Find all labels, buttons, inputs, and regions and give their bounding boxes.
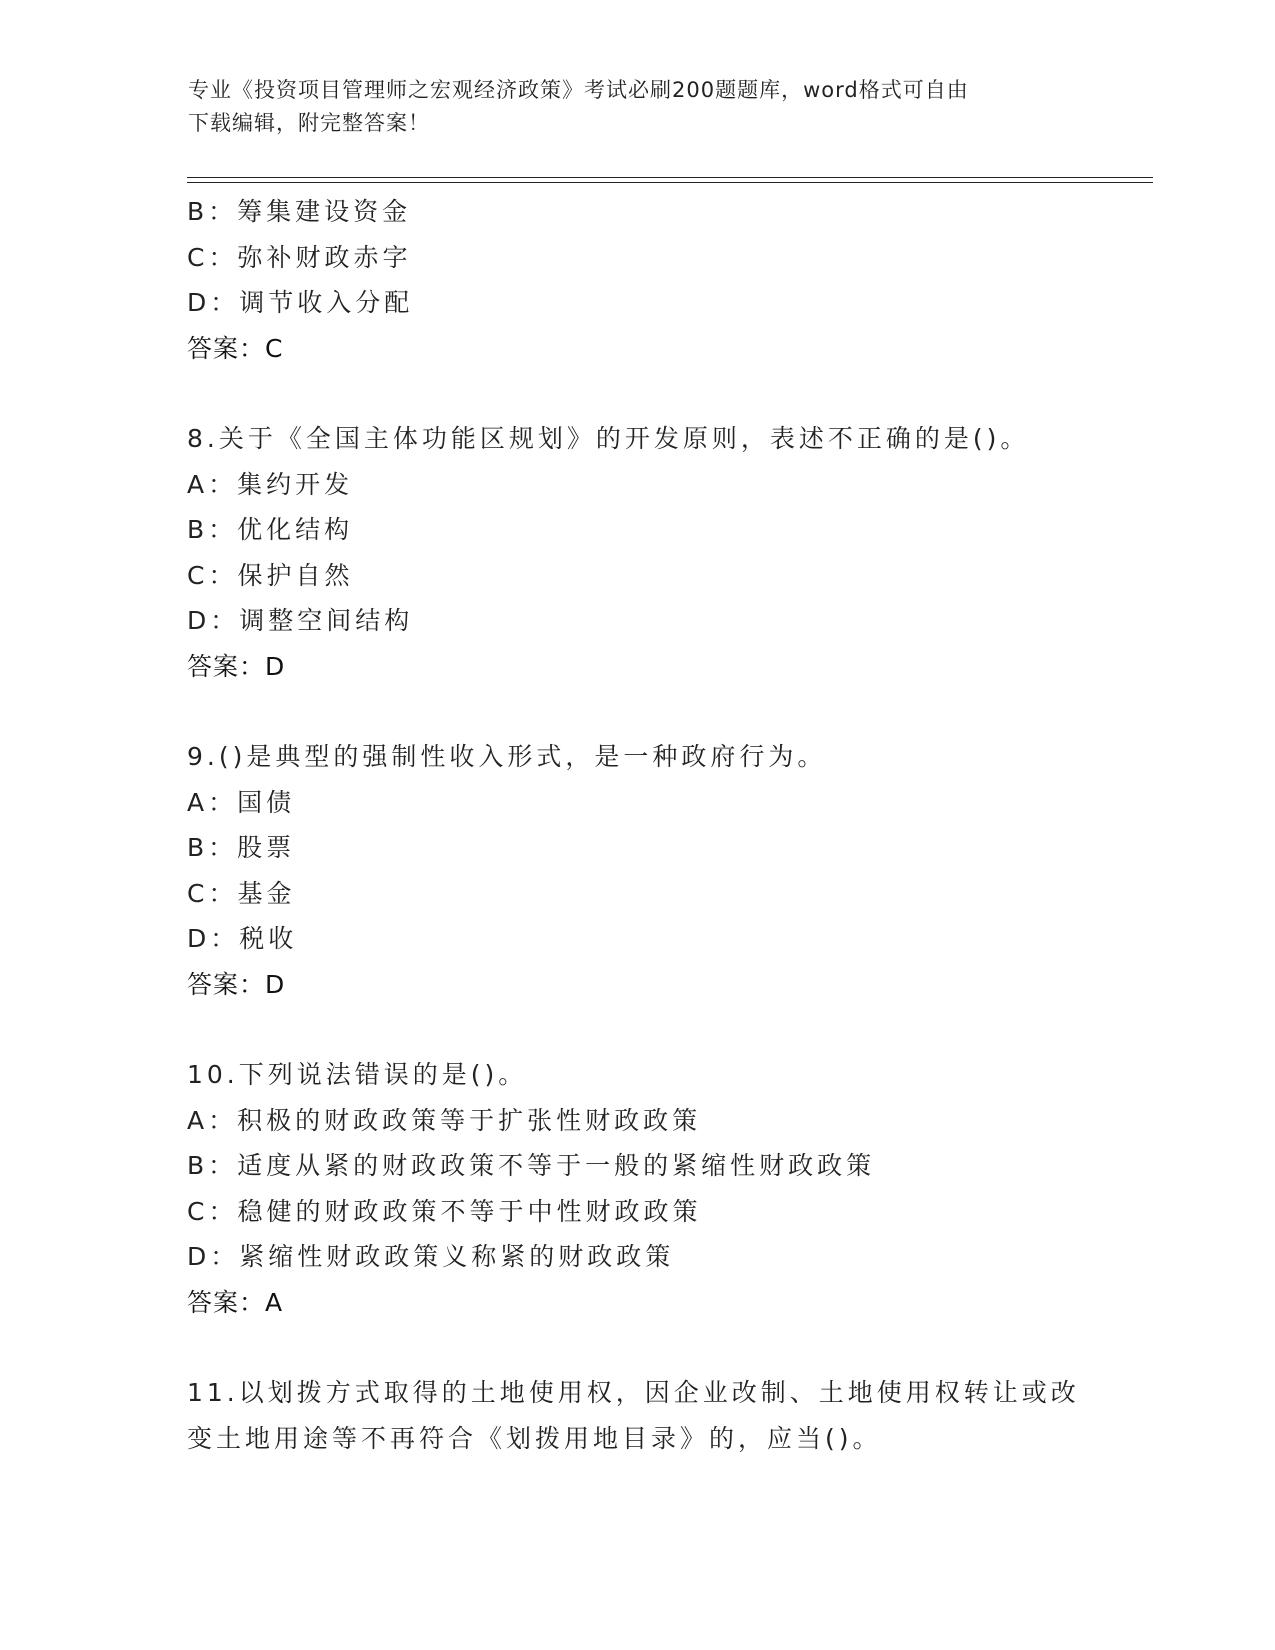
question-stem-line-1: 11.以划拨方式取得的土地使用权，因企业改制、土地使用权转让或改 xyxy=(187,1378,1080,1407)
question-8 xyxy=(187,416,1153,689)
header-line-2: 下载编辑，附完整答案！ xyxy=(188,111,430,135)
question-11 xyxy=(187,1370,1153,1461)
question-10 xyxy=(187,1052,1153,1325)
option-d: D：调整空间结构 xyxy=(187,606,414,635)
option-b: B：优化结构 xyxy=(187,515,354,544)
option-d: D：税收 xyxy=(187,924,298,953)
option-b: B：适度从紧的财政政策不等于一般的紧缩性财政政策 xyxy=(187,1151,876,1180)
header-line-1: 专业《投资项目管理师之宏观经济政策》考试必刷200题题库，word格式可自由 xyxy=(188,78,969,102)
option-c: C：稳健的财政政策不等于中性财政政策 xyxy=(187,1196,702,1226)
option-b: B：筹集建设资金 xyxy=(187,197,412,226)
document-header xyxy=(188,74,1068,140)
question-list xyxy=(187,189,1153,1461)
header-divider-top xyxy=(187,177,1153,178)
answer-line: 答案：A xyxy=(187,1287,284,1317)
option-d: D：紧缩性财政政策义称紧的财政政策 xyxy=(187,1242,675,1271)
question-stem-line-2: 变土地用途等不再符合《划拨用地目录》的，应当()。 xyxy=(187,1423,882,1453)
option-a: A：积极的财政政策等于扩张性财政政策 xyxy=(187,1105,702,1135)
option-c: C：保护自然 xyxy=(187,560,354,590)
option-a: A：集约开发 xyxy=(187,469,354,499)
header-divider-bottom xyxy=(187,182,1153,183)
answer-line: 答案：D xyxy=(187,969,286,999)
question-stem: 9.()是典型的强制性收入形式，是一种政府行为。 xyxy=(187,742,827,771)
option-b: B：股票 xyxy=(187,833,296,862)
option-c: C：弥补财政赤字 xyxy=(187,242,412,272)
question-7-continued xyxy=(187,189,1153,371)
answer-line: 答案：D xyxy=(187,651,286,681)
answer-line: 答案：C xyxy=(187,333,284,363)
question-9 xyxy=(187,734,1153,1007)
option-d: D：调节收入分配 xyxy=(187,288,414,317)
option-a: A：国债 xyxy=(187,787,296,817)
question-stem: 8.关于《全国主体功能区规划》的开发原则，表述不正确的是()。 xyxy=(187,424,1030,453)
question-stem: 10.下列说法错误的是()。 xyxy=(187,1060,528,1089)
option-c: C：基金 xyxy=(187,878,296,908)
